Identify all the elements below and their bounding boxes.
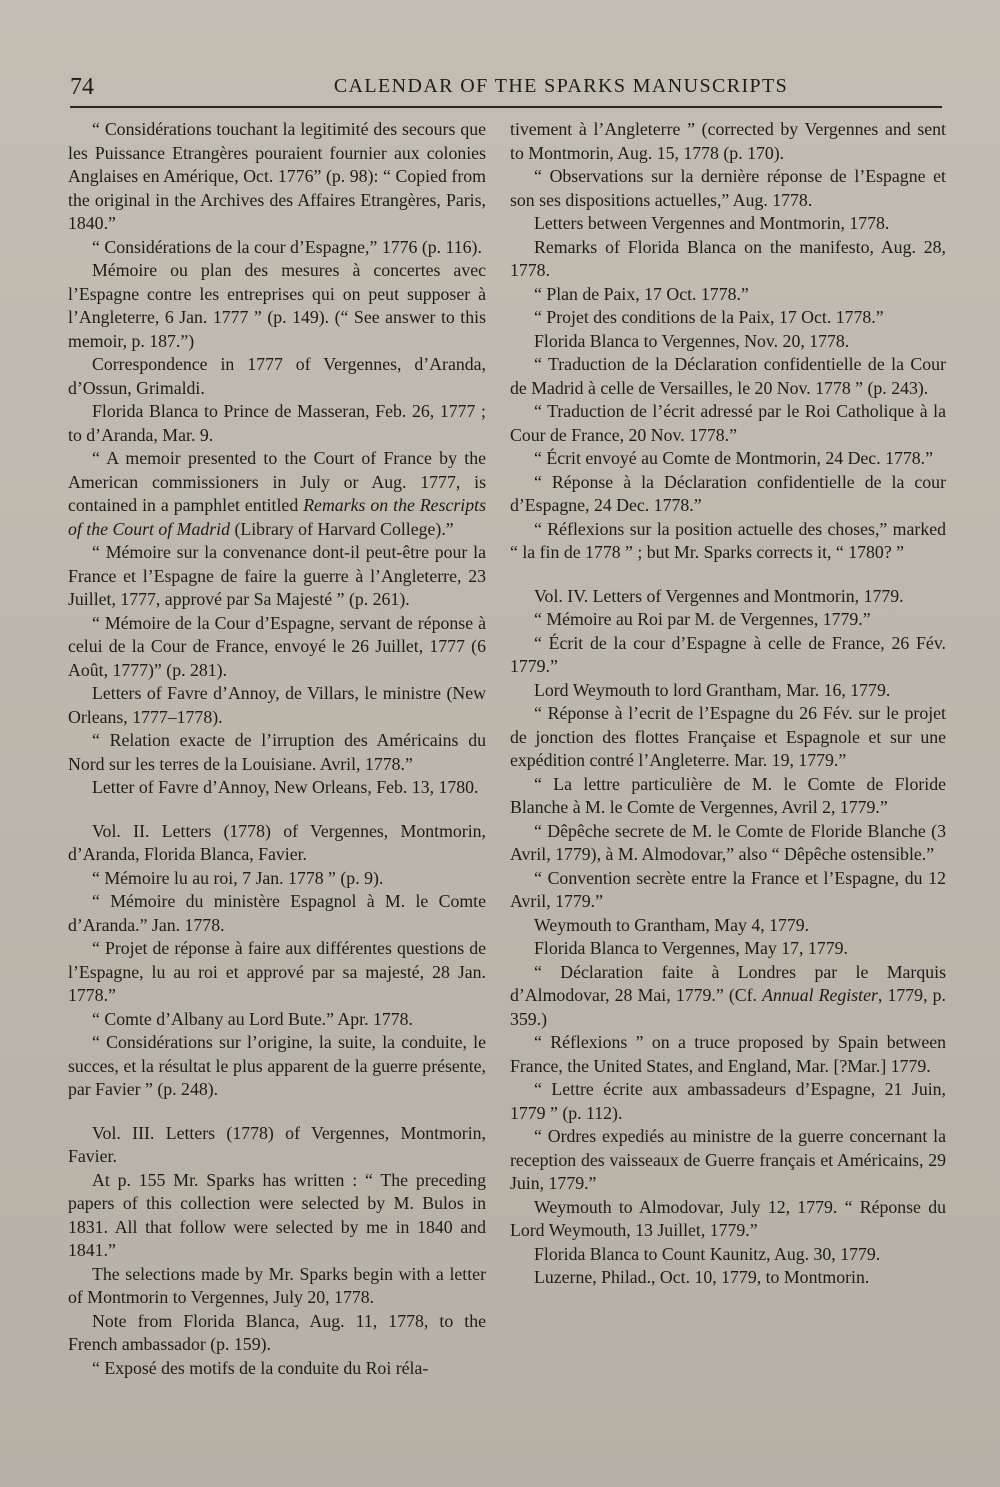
- calendar-entry: [510, 471, 946, 518]
- calendar-entry: [510, 1078, 946, 1125]
- calendar-entry: [510, 961, 946, 1032]
- page-number: 74: [70, 74, 94, 100]
- calendar-entry: [510, 914, 946, 938]
- calendar-entry: [510, 1031, 946, 1078]
- calendar-entry: [68, 867, 486, 891]
- volume-heading: [510, 585, 946, 609]
- entry-text: Weymouth to Almodovar, July 12, 1779. “ Réponse du Lord Weymouth, 13 Juillet, 1779.”: [510, 1196, 946, 1240]
- calendar-entry: [68, 1008, 486, 1032]
- entry-text: Florida Blanca to Count Kaunitz, Aug. 30, 1779.: [534, 1243, 881, 1264]
- italic-title: Remarks on the Rescripts of the Court of Madrid: [68, 495, 486, 539]
- calendar-entry: [68, 447, 486, 541]
- calendar-entry: [510, 400, 946, 447]
- entry-text: “ Réponse à la Déclaration confidentielle de la cour d’Espagne, 24 Dec. 1778.”: [510, 471, 946, 515]
- entry-text: Remarks of Florida Blanca on the manifesto, Aug. 28, 1778.: [510, 236, 946, 280]
- entry-text: “ Déclaration faite à Londres par le Marquis d’Almodovar, 28 Mai, 1779.” (Cf.: [510, 961, 946, 1005]
- calendar-entry: [510, 820, 946, 867]
- entry-text: Vol. II. Letters (1778) of Vergennes, Montmorin, d’Aranda, Florida Blanca, Favier.: [68, 820, 486, 864]
- entry-text: “ Réflexions ” on a truce proposed by Spain between France, the United States, and England, Mar. [?Mar.] 1779.: [510, 1032, 946, 1076]
- entry-text: Weymouth to Grantham, May 4, 1779.: [534, 914, 810, 935]
- right-column: [510, 118, 946, 1290]
- calendar-entry: [68, 729, 486, 776]
- calendar-entry: [510, 1266, 946, 1290]
- entry-text: “ Mémoire de la Cour d’Espagne, servant de réponse à celui de la Cour de France, envoyé le 26 Juillet, 1777 (6 Août, 1777)” (p. 281).: [68, 612, 486, 680]
- entry-text: Note from Florida Blanca, Aug. 11, 1778, to the French ambassador (p. 159).: [68, 1310, 486, 1354]
- running-title: CALENDAR OF THE SPARKS MANUSCRIPTS: [333, 75, 789, 97]
- calendar-entry: [68, 776, 486, 800]
- italic-title: Annual Register: [762, 985, 878, 1005]
- calendar-entry: [510, 330, 946, 354]
- entry-text: “ Considérations sur l’origine, la suite, la conduite, le succes, et la résultat le plus apparent de la guerre présente, par Favier ” (p. 248).: [68, 1032, 486, 1099]
- entry-text: “ Lettre écrite aux ambassadeurs d’Espagne, 21 Juin, 1779 ” (p. 112).: [510, 1079, 946, 1123]
- calendar-entry: [510, 867, 946, 914]
- entry-text: “ Relation exacte de l’irruption des Américains du Nord sur les terres de la Louisiane. Avril, 1778.”: [68, 730, 486, 774]
- calendar-entry: [68, 612, 486, 683]
- calendar-entry: [68, 259, 486, 353]
- entry-text: “ Mémoire au Roi par M. de Vergennes, 1779.”: [534, 609, 871, 629]
- calendar-entry: [68, 682, 486, 729]
- entry-text: At p. 155 Mr. Sparks has written : “ The preceding papers of this collection were selected by M. Bulos in 1831. All that follow were selected by me in 1840 and 1841.”: [68, 1169, 486, 1260]
- entry-text: Letters between Vergennes and Montmorin, 1778.: [534, 213, 890, 233]
- entry-text: Mémoire ou plan des mesures à concertes avec l’Espagne contre les entreprises qui on peut supposer à l’Angleterre, 6 Jan. 1777 ” (p. 149). (“ See answer to this memoir, p. 187.”): [68, 260, 486, 351]
- entry-text: “ Exposé des motifs de la conduite du Roi réla-: [92, 1357, 429, 1378]
- entry-text: “ La lettre particulière de M. le Comte de Floride Blanche à M. le Comte de Vergennes, Avril 2, 1779.”: [510, 773, 946, 817]
- calendar-entry: [510, 632, 946, 679]
- entry-text: tivement à l’Angleterre ” (corrected by Vergennes and sent to Montmorin, Aug. 15, 1778 (p. 170).: [510, 119, 946, 163]
- calendar-entry: [510, 306, 946, 330]
- calendar-entry: [510, 1125, 946, 1196]
- entry-text: “ A memoir presented to the Court of France by the American commissioners in July or Aug. 1777, is contained in a pamphlet entitled: [68, 448, 486, 515]
- entry-text: “ Projet de réponse à faire aux différentes questions de l’Espagne, lu au roi et apprové par sa majesté, 28 Jan. 1778.”: [68, 938, 486, 1005]
- calendar-entry: [68, 1357, 486, 1381]
- entry-text: Vol. IV. Letters of Vergennes and Montmorin, 1779.: [534, 585, 904, 606]
- calendar-entry: [510, 937, 946, 961]
- entry-text: “ Réflexions sur la position actuelle des choses,” marked “ la fin de 1778 ” ; but Mr. Sparks corrects it, “ 1780? ”: [510, 518, 946, 562]
- calendar-entry: [68, 236, 486, 260]
- calendar-entry: [68, 1263, 486, 1310]
- entry-text: “ Écrit de la cour d’Espagne à celle de France, 26 Fév. 1779.”: [510, 632, 946, 676]
- entry-text: “ Mémoire sur la convenance dont-il peut-être pour la France et l’Espagne de faire la guerre à l’Angleterre, 23 Juillet, 1777, apprové par Sa Majesté ” (p. 261).: [68, 542, 486, 609]
- entry-text: The selections made by Mr. Sparks begin with a letter of Montmorin to Vergennes, July 20, 1778.: [68, 1263, 486, 1307]
- volume-heading: [68, 1122, 486, 1169]
- entry-text: Vol. III. Letters (1778) of Vergennes, Montmorin, Favier.: [68, 1122, 486, 1166]
- entry-text: “ Mémoire du ministère Espagnol à M. le Comte d’Aranda.” Jan. 1778.: [68, 891, 486, 935]
- entry-text: “ Mémoire lu au roi, 7 Jan. 1778 ” (p. 9).: [92, 867, 384, 888]
- calendar-entry: [510, 447, 946, 471]
- entry-text: “ Traduction de l’écrit adressé par le Roi Catholique à la Cour de France, 20 Nov. 1778.”: [510, 401, 946, 445]
- calendar-entry: [510, 212, 946, 236]
- entry-text-continued: (Library of Harvard College).”: [230, 518, 454, 539]
- entry-text-continued: , 1779, p. 359.): [510, 985, 946, 1029]
- left-column: [68, 118, 486, 1380]
- entry-text: “ Comte d’Albany au Lord Bute.” Apr. 1778.: [92, 1008, 413, 1029]
- calendar-entry: [68, 1310, 486, 1357]
- calendar-entry: [510, 1243, 946, 1267]
- entry-text: Correspondence in 1777 of Vergennes, d’Aranda, d’Ossun, Grimaldi.: [68, 354, 486, 398]
- entry-text: “ Écrit envoyé au Comte de Montmorin, 24 Dec. 1778.”: [534, 448, 933, 468]
- entry-text: “ Projet des conditions de la Paix, 17 Oct. 1778.”: [534, 307, 884, 327]
- entry-text: “ Plan de Paix, 17 Oct. 1778.”: [534, 283, 749, 304]
- entry-text: “ Observations sur la dernière réponse de l’Espagne et son ses dispositions actuelles,” Aug. 1778.: [510, 166, 946, 210]
- calendar-entry: [510, 353, 946, 400]
- volume-heading: [68, 820, 486, 867]
- entry-text: Florida Blanca to Vergennes, Nov. 20, 1778.: [534, 330, 850, 351]
- calendar-entry: [510, 1196, 946, 1243]
- entry-text: “ Ordres expediés au ministre de la guerre concernant la reception des vaisseaux de Guerre français et Américains, 29 Juin, 1779.”: [510, 1126, 946, 1193]
- calendar-entry: [510, 679, 946, 703]
- entry-text: “ Dêpêche secrete de M. le Comte de Floride Blanche (3 Avril, 1779), à M. Almodovar,” also “ Dêpêche ostensible.”: [510, 820, 946, 864]
- calendar-entry: [68, 353, 486, 400]
- calendar-entry: [510, 118, 946, 165]
- entry-text: “ Traduction de la Déclaration confidentielle de la Cour de Madrid à celle de Versailles, le 20 Nov. 1778 ” (p. 243).: [510, 354, 946, 398]
- page-header: [70, 72, 942, 108]
- calendar-entry: [510, 518, 946, 565]
- entry-text: Letter of Favre d’Annoy, New Orleans, Feb. 13, 1780.: [92, 777, 479, 797]
- calendar-entry: [510, 608, 946, 632]
- calendar-entry: [510, 702, 946, 773]
- calendar-entry: [510, 236, 946, 283]
- calendar-entry: [510, 283, 946, 307]
- entry-text: “ Convention secrète entre la France et l’Espagne, du 12 Avril, 1779.”: [510, 867, 946, 911]
- entry-text: “ Réponse à l’ecrit de l’Espagne du 26 Fév. sur le projet de jonction des flottes Française et Espagnole et sur une expédition contré l’Angleterre. Mar. 19, 1779.”: [510, 703, 946, 770]
- calendar-entry: [68, 890, 486, 937]
- calendar-entry: [68, 541, 486, 612]
- calendar-entry: [510, 773, 946, 820]
- entry-text: Luzerne, Philad., Oct. 10, 1779, to Montmorin.: [534, 1267, 870, 1287]
- calendar-entry: [510, 165, 946, 212]
- entry-text: Lord Weymouth to lord Grantham, Mar. 16, 1779.: [534, 679, 891, 700]
- entry-text: Letters of Favre d’Annoy, de Villars, le ministre (New Orleans, 1777–1778).: [68, 683, 486, 727]
- calendar-entry: [68, 1031, 486, 1102]
- entry-text: Florida Blanca to Prince de Masseran, Feb. 26, 1777 ; to d’Aranda, Mar. 9.: [68, 401, 486, 445]
- calendar-entry: [68, 1169, 486, 1263]
- calendar-entry: [68, 400, 486, 447]
- calendar-entry: [68, 118, 486, 236]
- calendar-entry: [68, 937, 486, 1008]
- entry-text: “ Considérations de la cour d’Espagne,” 1776 (p. 116).: [92, 236, 482, 257]
- entry-text: “ Considérations touchant la legitimité des secours que les Puissance Etrangères pouraient fournier aux colonies Anglaises en Amérique, Oct. 1776” (p. 98): “ Copied from the original in the Archives des Affaires Etrangères, Paris, 1840.”: [68, 119, 486, 233]
- entry-text: Florida Blanca to Vergennes, May 17, 1779.: [534, 938, 848, 958]
